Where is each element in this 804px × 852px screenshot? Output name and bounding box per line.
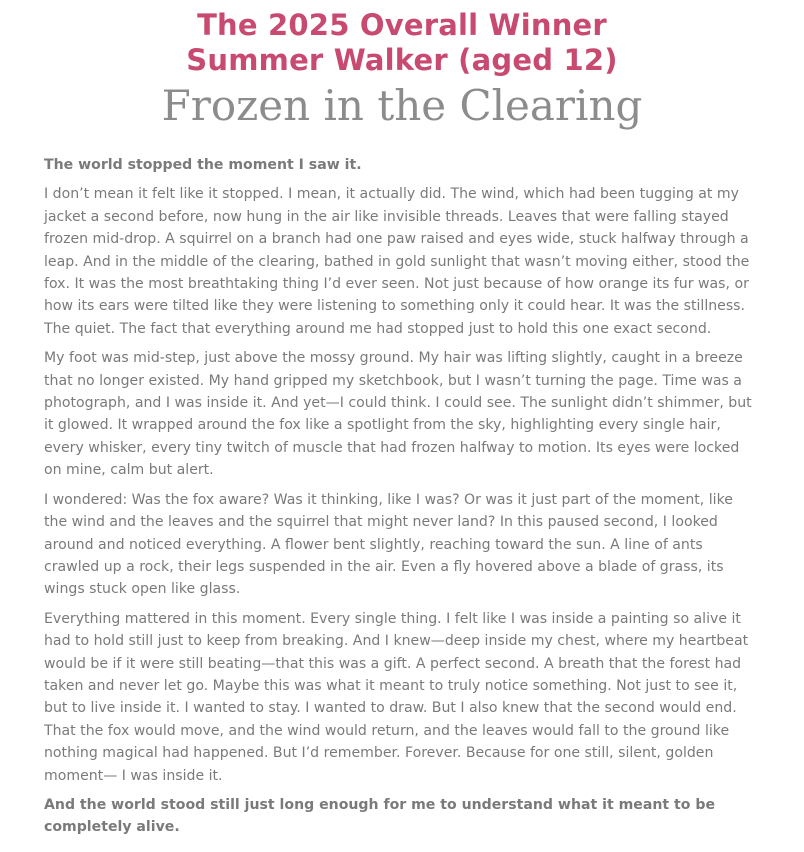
story-title: Frozen in the Clearing bbox=[161, 81, 643, 130]
opening-line: The world stopped the moment I saw it. bbox=[44, 157, 362, 173]
author-heading: Summer Walker (aged 12) bbox=[186, 43, 618, 77]
story-paragraph: My foot was mid-step, just above the mossy ground. My hair was lifting slightly, caught in a breeze that no longer existed. My hand gripped my sketchbook, but I wasn’t turning the page. Time was a photograph, and I was inside it. And yet—I could think. I could see. The sunlight didn’t shimmer, but it glowed. It wrapped around the fox like a spotlight from the sky, highlighting every single hair, every whisker, every tiny twitch of muscle that had frozen halfway to motion. Its eyes were locked on mine, calm but alert. bbox=[44, 350, 752, 479]
story-paragraph: I wondered: Was the fox aware? Was it thinking, like I was? Or was it just part of the moment, like the wind and the leaves and the squirrel that might never land? In this paused second, I looked around and noticed everything. A flower bent slightly, reaching toward the sun. A line of ants crawled up a rock, their legs suspended in the air. Even a fly hovered above a blade of grass, its wings stuck open like glass. bbox=[44, 491, 733, 598]
story-paragraph: I don’t mean it felt like it stopped. I mean, it actually did. The wind, which had been tugging at my jacket a second before, now hung in the air like invisible threads. Leaves that were falling stayed frozen mid-drop. A squirrel on a branch had one paw raised and eyes wide, stuck halfway through a leap. And in the middle of the clearing, bathed in gold sunlight that wasn’t moving either, stood the fox. It was the most breathtaking thing I’d ever seen. Not just because of how orange its fur was, or how its ears were tilted like they were listening to something only it could hear. It was the stillness. The quiet. The fact that everything around me had stopped just to hold this one exact second. bbox=[44, 186, 750, 337]
page-header bbox=[0, 0, 804, 132]
story-paragraph: Everything mattered in this moment. Every single thing. I felt like I was inside a painting so alive it had to hold still just to keep from breaking. And I knew—deep inside my chest, where my heartbeat would be if it were still beating—that this was a gift. A perfect second. A breath that the forest had taken and never let go. Maybe this was what it meant to truly notice something. Not just to see it, but to live inside it. I wanted to stay. I wanted to draw. But I also knew that the second would end. That the fox would move, and the wind would return, and the leaves would fall to the ground like nothing magical had happened. But I’d remember. Forever. Because for one still, silent, golden moment— I was inside it. bbox=[44, 610, 749, 784]
story-body bbox=[44, 154, 760, 846]
closing-line: And the world stood still just long enough for me to understand what it meant to be completely alive. bbox=[44, 796, 716, 836]
award-heading: The 2025 Overall Winner bbox=[197, 8, 607, 42]
